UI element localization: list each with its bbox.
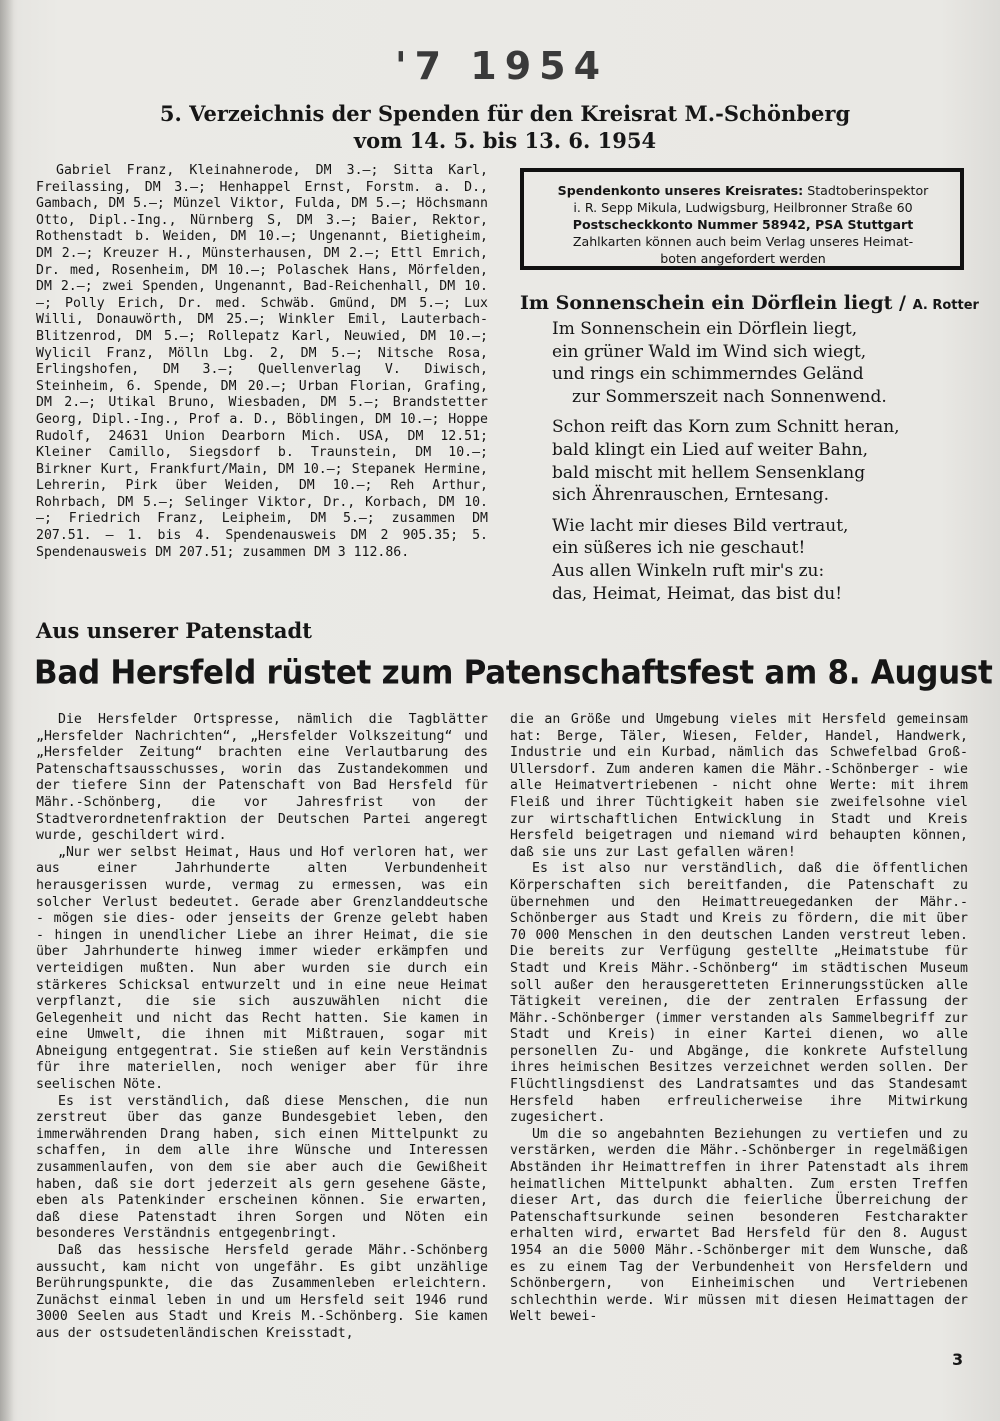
poem-title bbox=[520, 292, 980, 314]
article-paragraph: „Nur wer selbst Heimat, Haus und Hof verloren hat, wer aus einer Jahrhunderte alten Verbundenheit herausgerissen wurde, vermag zu ermessen, was ein solcher Verlust bedeutet. Gerade aber Grenzlanddeutsche - mögen sie dies- oder jenseits der Grenze gelebt haben - hingen in unendlicher Liebe an ihrer Heimat, die sie über Jahrhunderte hinweg immer wieder erkämpfen und verteidigen mußten. Nun aber wurden sie durch ein stärkeres Schicksal entwurzelt und in eine neue Heimat verpflanzt, die sie sich auszuwählen nicht die Gelegenheit und nicht das Recht hatten. Sie kamen in eine Umwelt, die ihnen mit Mißtrauen, sogar mit Abneigung entgegentrat. Sie stießen auf kein Verständnis für ihre materiellen, noch weniger aber für ihre seelischen Nöte. bbox=[36, 844, 488, 1093]
article-column-right bbox=[510, 712, 968, 1326]
bank-box-label: Spendenkonto unseres Kreisrates: bbox=[557, 183, 804, 198]
poem-stanza bbox=[552, 318, 972, 408]
article-paragraph: Es ist verständlich, daß diese Menschen, die nun zerstreut über das ganze Bundesgebiet leben, den immerwährenden Drang haben, sich einen Mittelpunkt zu schaffen, in dem alle ihre Wünsche und Interessen zusammenlaufen, von dem sie aber auch die Gewißheit haben, daß sie dort jederzeit als gern gesehene Gäste, eben als Patenkinder erscheinen können. Sie erwarten, daß diese Patenstadt ihren Sorgen und Nöten ein besonderes Verständnis entgegenbringt. bbox=[36, 1093, 488, 1242]
poem bbox=[552, 318, 972, 613]
article-paragraph: die an Größe und Umgebung vieles mit Hersfeld gemeinsam hat: Berge, Täler, Wiesen, Felder, Handel, Handwerk, Industrie und ein Kurbad, nämlich das Schwefelbad Groß-Ullersdorf. Zum anderen kamen die Mähr.-Schönberger - wie alle Heimatvertriebenen - nicht ohne Werte: mit ihrem Fleiß und ihrer Tüchtigkeit haben sie zweifelsohne viel zur wirtschaftlichen Entwicklung in Stadt und Kreis Hersfeld beigetragen und niemand wird behaupten können, daß sie uns zur Last gefallen wären! bbox=[510, 712, 968, 860]
donations-title-line2: vom 14. 5. bis 13. 6. 1954 bbox=[353, 128, 657, 153]
article-paragraph: Die Hersfelder Ortspresse, nämlich die Tagblätter „Hersfelder Nachrichten“, „Hersfelder Volkszeitung“ und „Hersfelder Zeitung“ brachten eine Verlautbarung des Patenschaftsausschusses, worin das Zustandekommen und der tiefere Sinn der Patenschaft von Bad Hersfeld für Mähr.-Schönberg, die vor Jahresfrist von der Stadtverordnetenfraktion der Deutschen Partei angeregt wurde, geschildert wird. bbox=[36, 712, 488, 844]
poem-line: bald klingt ein Lied auf weiter Bahn, bbox=[552, 439, 869, 460]
poem-line: Im Sonnenschein ein Dörflein liegt, bbox=[552, 319, 858, 339]
article-column-left bbox=[36, 712, 488, 1343]
poem-line: bald mischt mit hellem Sensenklang bbox=[552, 462, 866, 483]
poem-title-text: Im Sonnenschein ein Dörflein liegt / bbox=[520, 292, 906, 314]
poem-line: das, Heimat, Heimat, das bist du! bbox=[552, 583, 843, 604]
bank-box-line4: Zahlkarten können auch beim Verlag unseres Heimat- bbox=[572, 234, 914, 249]
bank-box-line5: boten angefordert werden bbox=[660, 251, 826, 266]
poem-author: A. Rotter bbox=[912, 298, 979, 313]
section-rubric: Aus unserer Patenstadt bbox=[36, 618, 312, 643]
article-headline: Bad Hersfeld rüstet zum Patenschaftsfest am 8. August bbox=[34, 654, 993, 692]
poem-line: Wie lacht mir dieses Bild vertraut, bbox=[552, 515, 849, 536]
poem-line: Aus allen Winkeln ruft mir's zu: bbox=[552, 560, 825, 581]
donations-text: Gabriel Franz, Kleinahnerode, DM 3.—; Sitta Karl, Freilassing, DM 3.—; Henhappel Ernst, Forstm. a. D., Gambach, DM 5.—; Münzel Viktor, Fulda, DM 5.—; Höchsmann Otto, Dipl.-Ing., Nürnberg S, DM 3.—; Baier, Rektor, Rothenstadt b. Weiden, DM 10.—; Ungenannt, Bietigheim, DM 2.—; Kreuzer H., Münsterhausen, DM 2.—; Ettl Emrich, Dr. med, Rosenheim, DM 10.—; Polaschek Hans, Mörfelden, DM 2.—; zwei Spenden, Ungenannt, Bad-Reichenhall, DM 10.—; Polly Erich, Dr. med. Schwäb. Gmünd, DM 5.—; Lux Willi, Donauwörth, DM 25.—; Winkler Emil, Lauterbach-Blitzenrod, DM 5.—; Rollepatz Karl, Neuwied, DM 10.—; Wylicil Franz, Mölln Lbg. 2, DM 5.—; Nitsche Rosa, Erlingshofen, DM 3.—; Quellenverlag V. Diwisch, Steinheim, 6. Spende, DM 20.—; Urban Florian, Grafing, DM 2.—; Utikal Bruno, Wiesbaden, DM 5.—; Brandstetter Georg, Dipl.-Ing., Prof a. D., Böblingen, DM 10.—; Hoppe Rudolf, 24631 Union Dearborn Mich. USA, DM 12.51; Kleiner Camillo, Siegsdorf b. Traunstein, DM 10.—; Birkner Kurt, Frankfurt/Main, DM 10.—; Stepanek Hermine, Lehrerin, Pirk über Weiden, DM 10.—; Reh Arthur, Rohrbach, DM 5.—; Selinger Viktor, Dr., Korbach, DM 10.—; Friedrich Franz, Leipheim, DM 5.—; zusammen DM 207.51. — 1. bis 4. Spendenausweis DM 2 905.35; 5. Spendenausweis DM 207.51; zusammen DM 3 112.86. bbox=[36, 163, 488, 560]
bank-account-box bbox=[520, 168, 964, 270]
poem-line: und rings ein schimmerndes Geländ bbox=[552, 364, 864, 385]
page-number: 3 bbox=[952, 1350, 964, 1369]
poem-line: Schon reift das Korn zum Schnitt heran, bbox=[552, 417, 900, 438]
bank-box-line2: i. R. Sepp Mikula, Ludwigsburg, Heilbronner Straße 60 bbox=[573, 200, 913, 215]
poem-stanza bbox=[552, 416, 972, 506]
donations-title-line1: 5. Verzeichnis der Spenden für den Kreisrat M.-Schönberg bbox=[159, 101, 851, 126]
poem-line: sich Ährenrauschen, Erntesang. bbox=[552, 485, 830, 506]
poem-line: zur Sommerszeit nach Sonnenwend. bbox=[572, 386, 887, 407]
article-paragraph: Um die so angebahnten Beziehungen zu vertiefen und zu verstärken, werden die Mähr.-Schönberger in regelmäßigen Abständen ihr Heimattreffen in ihrer Patenstadt als ihrem heimatlichen Mittelpunkt abhalten. Zum ersten Treffen dieser Art, das durch die feierliche Überreichung der Patenschaftsurkunde seinen besonderen Festcharakter erhalten wird, erwartet Bad Hersfeld für den 8. August 1954 an die 5000 Mähr.-Schönberger mit dem Wunsche, daß es zu einem Tag der Verbundenheit von Hersfeldern und Schönbergern, von Einheimischen und Vertriebenen schlechthin werde. Wir müssen mit diesen Heimattagen der Welt bewei- bbox=[510, 1126, 968, 1325]
bank-box-line3: Postscheckkonto Nummer 58942, PSA Stuttgart bbox=[572, 217, 914, 232]
donations-list bbox=[36, 163, 488, 561]
poem-line: ein grüner Wald im Wind sich wiegt, bbox=[552, 341, 867, 362]
stamped-year: '7 1954 bbox=[395, 44, 609, 88]
poem-stanza bbox=[552, 515, 972, 605]
scan-edge-shadow bbox=[0, 0, 14, 1421]
donations-title bbox=[60, 100, 950, 154]
article-paragraph: Daß das hessische Hersfeld gerade Mähr.-Schönberg aussucht, kam nicht von ungefähr. Es gibt unzählige Berührungspunkte, die das Zusammenleben erleichtern. Zunächst einmal leben in und um Hersfeld seit 1946 rund 3000 Seelen aus Stadt und Kreis M.-Schönberg. Sie kamen aus der ostsudetenländischen Kreisstadt, bbox=[36, 1243, 488, 1341]
bank-box-line1: Stadtoberinspektor bbox=[803, 183, 929, 198]
article-paragraph: Es ist also nur verständlich, daß die öffentlichen Körperschaften sich bereitfanden, die Patenschaft zu übernehmen und den Heimattreuegedanken der Mähr.-Schönberger aus Stadt und Kreis zu fördern, die mit über 70 000 Menschen in den deutschen Landen verstreut leben. Die bereits zur Verfügung gestellte „Heimatstube für Stadt und Kreis Mähr.-Schönberg“ im städtischen Museum soll außer den herausgeretteten Erinnerungsstücken alle Tätigkeit vereinen, die der zentralen Erfassung der Mähr.-Schönberger (immer verstanden als Sammelbegriff zur Stadt und Kreis) in einer Kartei dienen, wo alle personellen Zu- und Abgänge, die konkrete Aufstellung ihres heimischen Besitzes verzeichnet werden sollen. Der Flüchtlingsdienst des Landratsamtes und das Standesamt Hersfeld haben erfreulicherweise ihre Mitwirkung zugesichert. bbox=[510, 861, 968, 1126]
poem-line: ein süßeres ich nie geschaut! bbox=[552, 538, 806, 559]
